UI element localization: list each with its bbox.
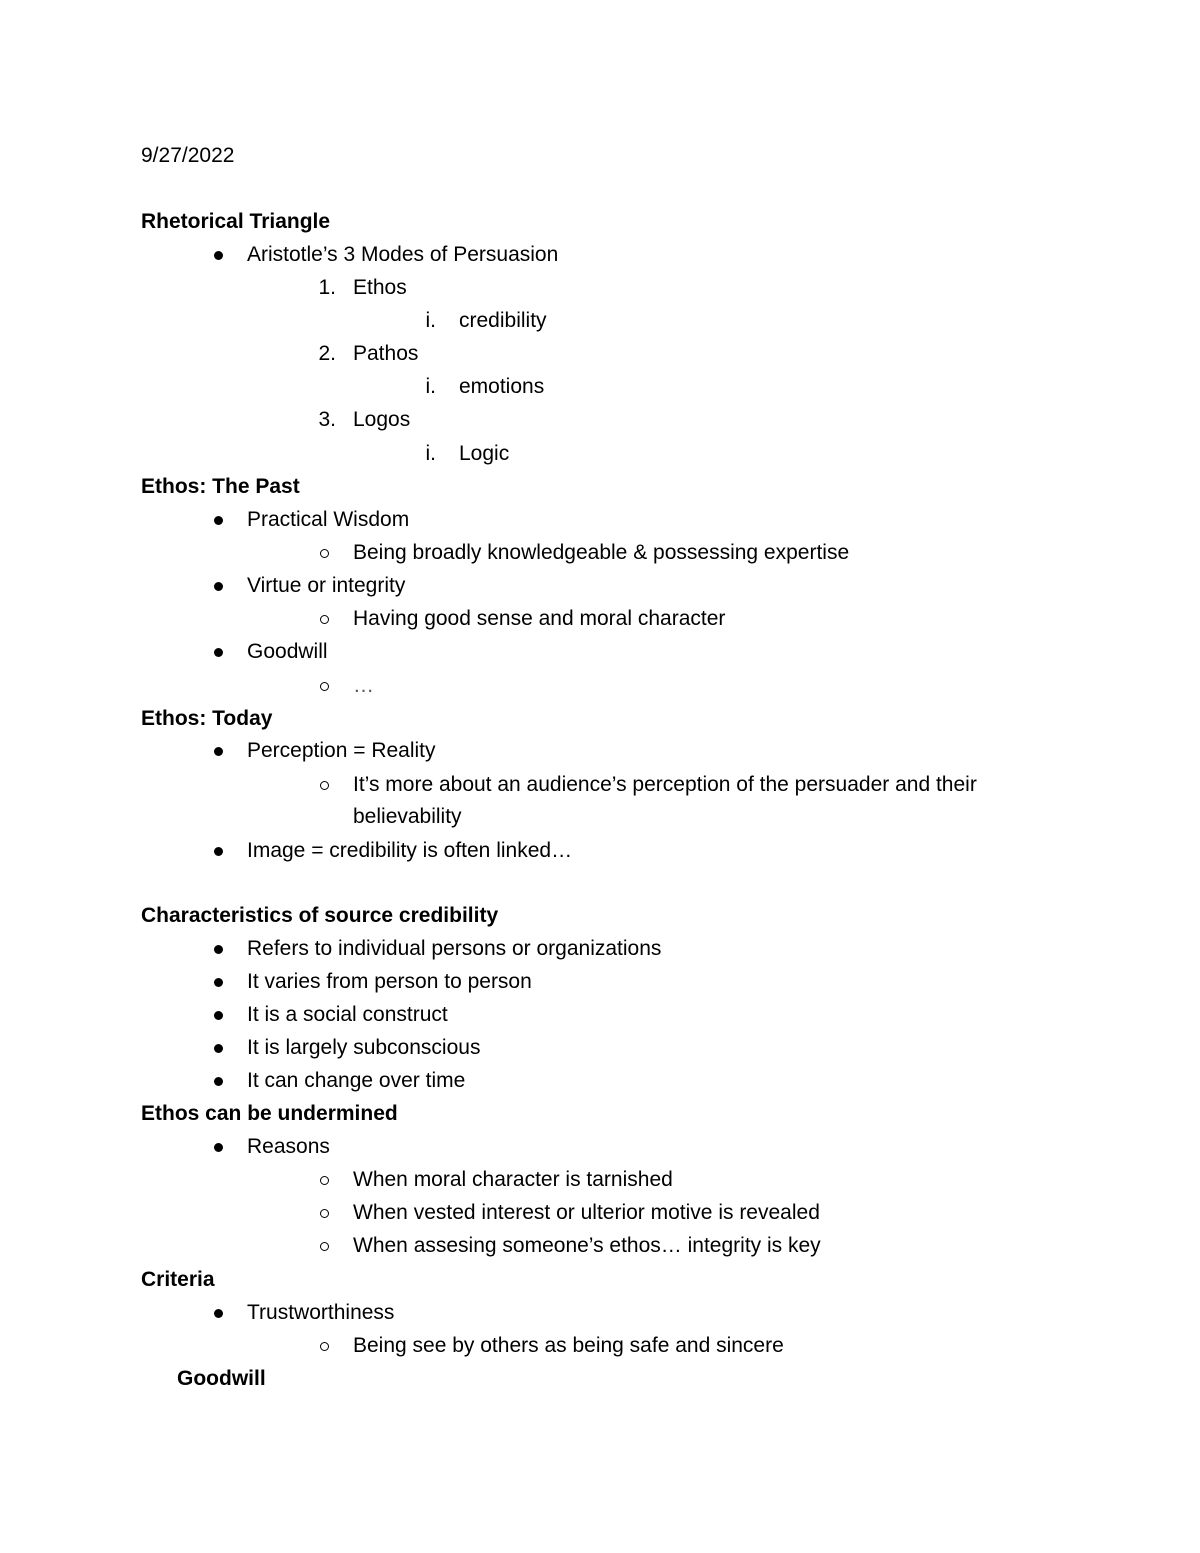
bullet-icon xyxy=(214,747,223,756)
list-item: Pathos xyxy=(353,342,419,365)
list-item: Logic xyxy=(459,442,510,465)
list-item: Being broadly knowledgeable & possessing expertise xyxy=(353,541,850,564)
list-item: When moral character is tarnished xyxy=(353,1168,673,1191)
circle-bullet-icon xyxy=(320,1176,329,1185)
number-marker: 1. xyxy=(318,276,336,299)
list-item: Aristotle’s 3 Modes of Persuasion xyxy=(247,243,559,266)
bullet-icon xyxy=(214,251,223,260)
list-item: Trustworthiness xyxy=(247,1301,395,1324)
list-item: Logos xyxy=(353,408,411,431)
heading-criteria: Criteria xyxy=(141,1268,215,1291)
circle-bullet-icon xyxy=(320,549,329,558)
list-item: Image = credibility is often linked… xyxy=(247,839,573,862)
list-item: It can change over time xyxy=(247,1069,466,1092)
list-item: … xyxy=(353,674,374,697)
list-item: Having good sense and moral character xyxy=(353,607,726,630)
list-item-continuation: believability xyxy=(353,805,462,828)
roman-marker: i. xyxy=(425,375,436,398)
date: 9/27/2022 xyxy=(141,144,235,167)
bullet-icon xyxy=(214,516,223,525)
bullet-icon xyxy=(214,847,223,856)
list-item: Goodwill xyxy=(247,640,328,663)
list-item: Practical Wisdom xyxy=(247,508,410,531)
circle-bullet-icon xyxy=(320,682,329,691)
circle-bullet-icon xyxy=(320,1242,329,1251)
bullet-icon xyxy=(214,1077,223,1086)
list-item: When assesing someone’s ethos… integrity is key xyxy=(353,1234,821,1257)
circle-bullet-icon xyxy=(320,1209,329,1218)
list-item: Refers to individual persons or organizations xyxy=(247,937,662,960)
bullet-icon xyxy=(214,1143,223,1152)
heading-ethos-past: Ethos: The Past xyxy=(141,475,300,498)
number-marker: 3. xyxy=(318,408,336,431)
list-item: When vested interest or ulterior motive is revealed xyxy=(353,1201,820,1224)
heading-ethos-today: Ethos: Today xyxy=(141,707,273,730)
list-item: It varies from person to person xyxy=(247,970,532,993)
bullet-icon xyxy=(214,648,223,657)
heading-rhetorical-triangle: Rhetorical Triangle xyxy=(141,210,331,233)
bullet-icon xyxy=(214,1011,223,1020)
bullet-icon xyxy=(214,945,223,954)
bullet-icon xyxy=(214,978,223,987)
list-item: Reasons xyxy=(247,1135,330,1158)
list-item: Virtue or integrity xyxy=(247,574,406,597)
circle-bullet-icon xyxy=(320,781,329,790)
roman-marker: i. xyxy=(425,309,436,332)
list-item: emotions xyxy=(459,375,545,398)
list-item: It is a social construct xyxy=(247,1003,448,1026)
roman-marker: i. xyxy=(425,442,436,465)
circle-bullet-icon xyxy=(320,615,329,624)
subheading-goodwill: Goodwill xyxy=(177,1367,266,1390)
circle-bullet-icon xyxy=(320,1342,329,1351)
heading-ethos-undermined: Ethos can be undermined xyxy=(141,1102,398,1125)
number-marker: 2. xyxy=(318,342,336,365)
bullet-icon xyxy=(214,582,223,591)
list-item: credibility xyxy=(459,309,547,332)
bullet-icon xyxy=(214,1044,223,1053)
list-item: Being see by others as being safe and sincere xyxy=(353,1334,784,1357)
list-item: It is largely subconscious xyxy=(247,1036,481,1059)
bullet-icon xyxy=(214,1309,223,1318)
list-item: Ethos xyxy=(353,276,407,299)
list-item: Perception = Reality xyxy=(247,739,436,762)
heading-characteristics: Characteristics of source credibility xyxy=(141,904,499,927)
list-item: It’s more about an audience’s perception of the persuader and their xyxy=(353,773,977,796)
